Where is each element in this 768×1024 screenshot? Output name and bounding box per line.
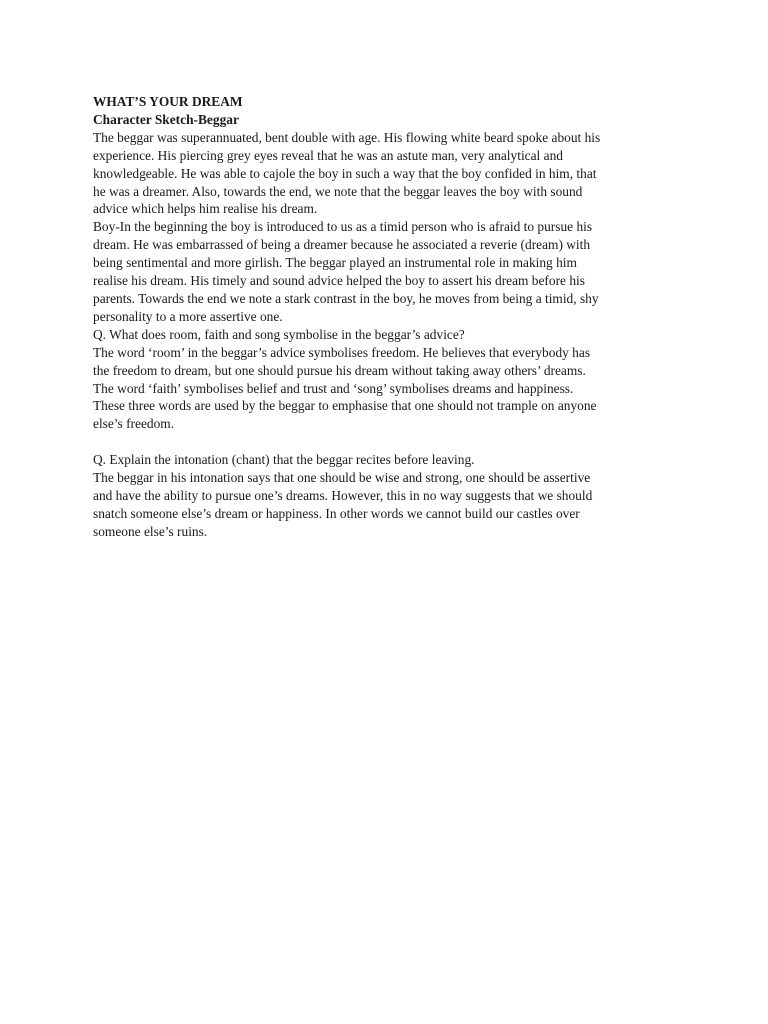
text-line: These three words are used by the beggar to emphasise that one should not trample on anyone xyxy=(93,398,597,414)
paragraph-beggar-sketch xyxy=(93,129,678,219)
text-line: snatch someone else’s dream or happiness. In other words we cannot build our castles over xyxy=(93,505,580,521)
text-line: parents. Towards the end we note a stark contrast in the boy, he moves from being a timid, shy xyxy=(93,290,599,306)
blank-line xyxy=(93,433,678,451)
text-line: the freedom to dream, but one should pursue his dream without taking away others’ dreams. xyxy=(93,362,586,378)
text-line: experience. His piercing grey eyes reveal that he was an astute man, very analytical and xyxy=(93,147,563,163)
text-line: Boy-In the beginning the boy is introduced to us as a timid person who is afraid to pursue his xyxy=(93,219,593,235)
document-title: WHAT’S YOUR DREAM xyxy=(93,94,243,109)
text-line: advice which helps him realise his dream. xyxy=(93,201,318,217)
text-line: someone else’s ruins. xyxy=(93,523,208,539)
text-line: The beggar was superannuated, bent double with age. His flowing white beard spoke about his xyxy=(93,129,601,145)
text-line: realise his dream. His timely and sound advice helped the boy to assert his dream before his xyxy=(93,273,585,289)
text-line: The beggar in his intonation says that one should be wise and strong, one should be assertive xyxy=(93,470,591,486)
paragraph-boy-sketch xyxy=(93,218,678,325)
text-line: he was a dreamer. Also, towards the end, we note that the beggar leaves the boy with sound xyxy=(93,183,583,199)
text-line: The word ‘room’ in the beggar’s advice symbolises freedom. He believes that everybody has xyxy=(93,344,591,360)
question-one: Q. What does room, faith and song symbolise in the beggar’s advice? xyxy=(93,326,465,342)
text-line: and have the ability to pursue one’s dreams. However, this in no way suggests that we should xyxy=(93,487,593,503)
text-line: dream. He was embarrassed of being a dreamer because he associated a reverie (dream) with xyxy=(93,237,591,253)
text-line: personality to a more assertive one. xyxy=(93,308,283,324)
text-line: knowledgeable. He was able to cajole the boy in such a way that the boy confided in him, that xyxy=(93,165,597,181)
question-two: Q. Explain the intonation (chant) that the beggar recites before leaving. xyxy=(93,452,475,468)
text-line: else’s freedom. xyxy=(93,416,175,432)
text-line: The word ‘faith’ symbolises belief and trust and ‘song’ symbolises dreams and happiness. xyxy=(93,380,574,396)
section-heading: Character Sketch-Beggar xyxy=(93,111,239,127)
answer-one xyxy=(93,344,678,434)
answer-two xyxy=(93,469,678,541)
document-body xyxy=(93,93,678,541)
text-line: being sentimental and more girlish. The beggar played an instrumental role in making him xyxy=(93,255,577,271)
